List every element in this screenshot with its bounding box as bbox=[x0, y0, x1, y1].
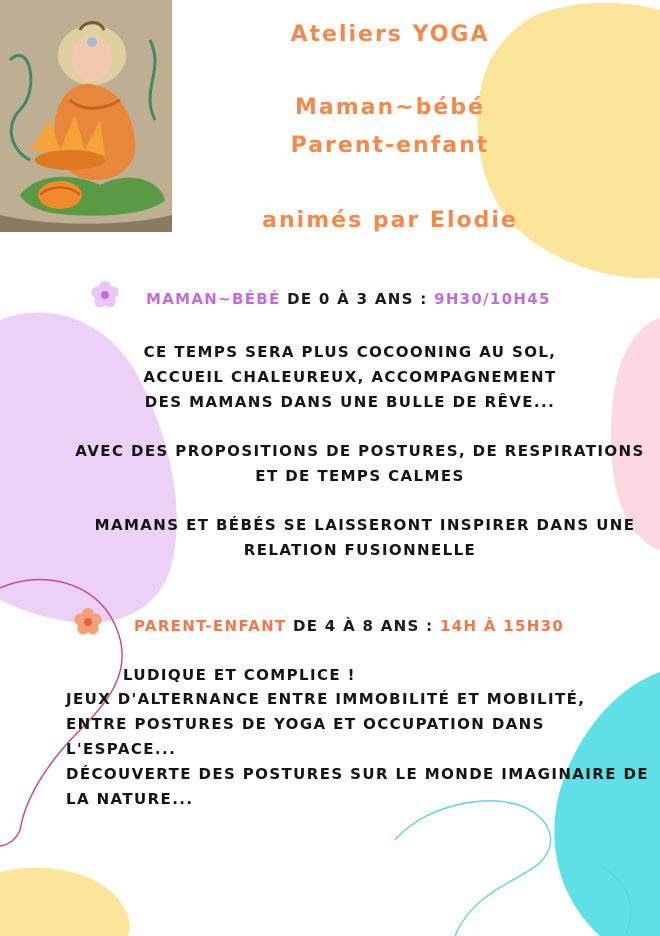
text-line: DÉCOUVERTE DES POSTURES SUR LE MONDE IMAGINAIRE DE bbox=[66, 765, 649, 783]
yoga-drawing-image bbox=[0, 0, 172, 232]
text-line: ET DE TEMPS CALMES bbox=[255, 467, 465, 485]
text-line: LA NATURE... bbox=[66, 790, 194, 808]
facilitator-line: animés par Elodie bbox=[262, 208, 518, 233]
text-line: L'ESPACE... bbox=[66, 740, 177, 758]
section-time-parent-enfant: 14H À 15H30 bbox=[439, 617, 565, 635]
section-name-parent-enfant: PARENT-ENFANT bbox=[134, 617, 287, 635]
subtitle-maman-bebe: Maman~bébé bbox=[295, 95, 485, 120]
text-line: ENTRE POSTURES DE YOGA ET OCCUPATION DANS bbox=[66, 715, 545, 733]
section-age-parent-enfant: DE 4 À 8 ANS : bbox=[292, 617, 434, 635]
text-line: AVEC DES PROPOSITIONS DE POSTURES, DE RESPIRATIONS bbox=[75, 442, 645, 460]
section-name-maman-bebe: MAMAN~BÉBÉ bbox=[146, 290, 281, 308]
cyan-blob-bottom bbox=[554, 672, 660, 936]
orange-flower-icon bbox=[73, 607, 103, 637]
subtitle-parent-enfant: Parent-enfant bbox=[290, 133, 490, 158]
text-line: LUDIQUE ET COMPLICE ! bbox=[123, 666, 356, 684]
text-line: RELATION FUSIONNELLE bbox=[243, 541, 477, 559]
page-title: Ateliers YOGA bbox=[290, 22, 490, 47]
text-line: ACCUEIL CHALEUREUX, ACCOMPAGNEMENT bbox=[143, 368, 557, 386]
text-line: CE TEMPS SERA PLUS COCOONING AU SOL, bbox=[143, 343, 557, 361]
text-line: DES MAMANS DANS UNE BULLE DE RÊVE... bbox=[144, 393, 556, 411]
lavender-flower-icon bbox=[90, 280, 120, 310]
section-heading-parent-enfant bbox=[134, 617, 564, 635]
cyan-outline-line bbox=[395, 801, 551, 936]
yellow-blob-bottom bbox=[0, 868, 130, 936]
section-time-maman-bebe: 9H30/10H45 bbox=[434, 290, 551, 308]
section-heading-maman-bebe bbox=[146, 290, 551, 308]
text-line: JEUX D'ALTERNANCE ENTRE IMMOBILITÉ ET MOBILITÉ, bbox=[66, 690, 586, 708]
text-line: MAMANS ET BÉBÉS SE LAISSERONT INSPIRER DANS UNE bbox=[94, 516, 636, 534]
section-age-maman-bebe: DE 0 À 3 ANS : bbox=[287, 290, 428, 308]
